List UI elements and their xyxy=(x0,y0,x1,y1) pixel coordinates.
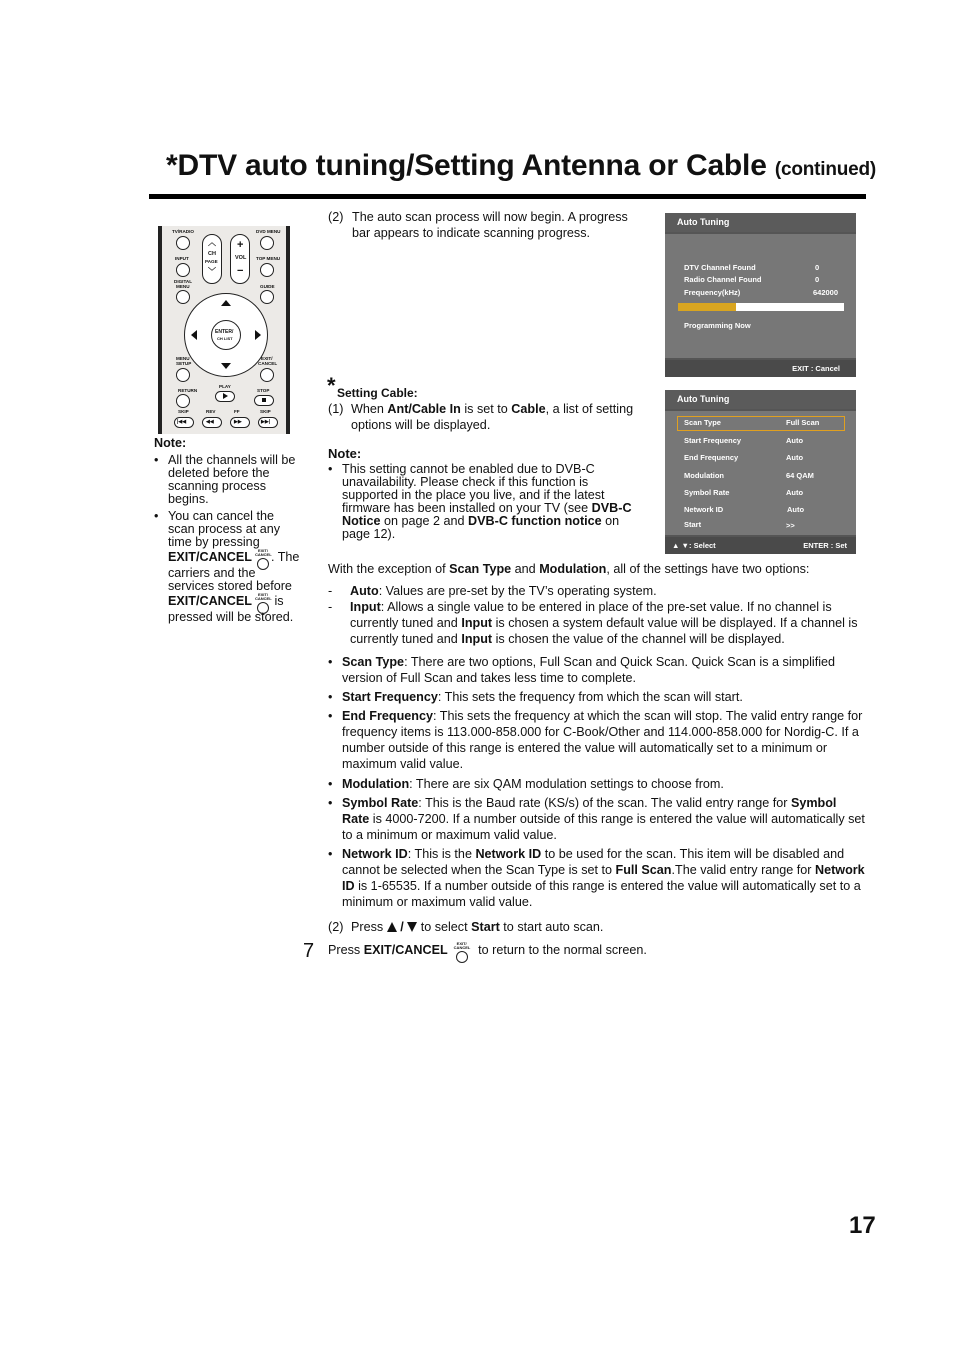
scan-progress-fill xyxy=(678,303,736,311)
remote-label-stop: STOP xyxy=(257,388,270,393)
exit-cancel-icon: EXIT/ CANCEL xyxy=(255,549,271,567)
auto-tuning-settings-screen xyxy=(665,390,856,554)
setting-cable-text: When Ant/Cable In is set to Cable, a list of setting options will be displayed. xyxy=(351,402,634,432)
bullet-network-id: • Network ID: This is the Network ID to be used for the scan. This item will be disabled and cannot be selected when the Scan Type is set to Full Scan.The valid entry range for Network ID is 1-65535. If a number outside of this range is entered the value will automatically set to a minimum or maximum valid value. xyxy=(328,846,866,910)
screen2-row-label-1: Start Frequency xyxy=(684,436,742,445)
step2-select-text: Press / to select Start to start auto scan. xyxy=(351,920,604,934)
input-button xyxy=(176,263,190,277)
exit-cancel-label-2: EXIT/CANCEL xyxy=(168,594,252,608)
setting-cable-heading: Setting Cable: xyxy=(337,386,418,400)
remote-label-skip: SKIP xyxy=(178,409,189,414)
play-icon xyxy=(223,393,228,399)
remote-label-return: RETURN xyxy=(178,388,198,393)
left-note-item-2: • You can cancel the scan process at any time by pressing EXIT/CANCEL EXIT/ CANCEL . The carriers and the services stored before EXIT/CANCEL EXIT/ CANCEL is pressed will be stored. xyxy=(154,510,302,624)
rev-icon: ◀◀ xyxy=(206,419,214,425)
remote-label-dvd-menu: DVD MENU xyxy=(256,229,281,234)
page-number: 17 xyxy=(849,1212,876,1239)
left-note xyxy=(154,437,302,628)
vol-minus-icon: − xyxy=(237,265,244,277)
digital-menu-button xyxy=(176,290,190,304)
screen1-status: Programming Now xyxy=(684,321,751,330)
remote-label-rev: REV xyxy=(206,409,216,414)
exit-cancel-button xyxy=(260,368,274,382)
exit-cancel-icon-2: EXIT/ CANCEL xyxy=(255,593,271,611)
skip-back-icon: |◀◀ xyxy=(177,419,187,425)
screen2-title: Auto Tuning xyxy=(665,390,856,409)
screen1-row-value-2: 642000 xyxy=(813,288,839,297)
screen2-row-value-5: Auto xyxy=(787,505,805,514)
stop-icon xyxy=(262,398,266,402)
step2-progress-text: The auto scan process will now begin. A progress bar appears to indicate scanning progress. xyxy=(352,210,628,240)
screen1-row-label-1: Radio Channel Found xyxy=(684,275,762,284)
bullet-end-frequency: • End Frequency: This sets the frequency at which the scan will stop. The valid entry range for frequency items is 113.000-858.000 for C-Book/Other and 114.000-858.000 for Nordig-C. If a number outside of this range is entered the value will automatically set to a minimum or maximum valid value. xyxy=(328,708,866,772)
screen2-row-value-0: Full Scan xyxy=(786,418,820,427)
ch-up-chevron-icon: ︿ xyxy=(208,238,216,247)
screen1-row-value-1: 0 xyxy=(815,275,820,284)
left-note-item-1: • All the channels will be deleted before the scanning process begins. xyxy=(154,454,302,506)
screen2-row-value-4: Auto xyxy=(786,488,804,497)
step7-text: Press EXIT/CANCEL EXIT/ CANCEL to return to the normal screen. xyxy=(328,942,647,960)
remote-label-menu2: MENU xyxy=(176,356,190,361)
title-rule xyxy=(149,194,866,199)
auto-tuning-progress-screen xyxy=(665,213,856,377)
exit-cancel-icon-3: EXIT/ CANCEL xyxy=(454,942,470,960)
remote-label-tv-radio: TV/RADIO xyxy=(172,229,194,234)
bullet-modulation: • Modulation: There are six QAM modulation settings to choose from. xyxy=(328,776,866,792)
screen1-row-label-2: Frequency(kHz) xyxy=(684,288,741,297)
screen2-row-value-3: 64 QAM xyxy=(786,471,814,480)
ff-icon: ▶▶ xyxy=(234,419,242,425)
nav-up-icon xyxy=(221,300,231,306)
option-auto: - Auto: Values are pre-set by the TV’s operating system. xyxy=(328,583,868,599)
screen2-row-value-2: Auto xyxy=(786,453,804,462)
remote-control-illustration xyxy=(158,226,290,434)
vol-plus-icon: + xyxy=(237,239,244,251)
bullet-scan-type: • Scan Type: There are two options, Full Scan and Quick Scan. Quick Scan is a simplified version of Full Scan and takes less time to complete. xyxy=(328,654,866,686)
screen1-footer-right: EXIT : Cancel xyxy=(792,364,840,373)
screen2-row-value-1: Auto xyxy=(786,436,804,445)
return-button xyxy=(176,394,190,408)
step2-select-num: (2) xyxy=(328,920,344,934)
remote-label-exit: EXIT/ xyxy=(261,356,273,361)
screen1-title: Auto Tuning xyxy=(665,213,856,232)
up-arrow-icon xyxy=(387,922,397,932)
screen2-row-label-0: Scan Type xyxy=(684,418,721,427)
remote-label-top-menu: TOP MENU xyxy=(256,256,281,261)
remote-label-menu: MENU xyxy=(176,284,190,289)
options-list xyxy=(328,583,868,647)
options-intro: With the exception of Scan Type and Modulation, all of the settings have two options: xyxy=(328,562,810,576)
screen2-footer xyxy=(665,537,856,554)
remote-label-digital: DIGITAL xyxy=(174,279,193,284)
remote-label-input: INPUT xyxy=(175,256,189,261)
top-menu-button xyxy=(260,263,274,277)
enter-button xyxy=(211,320,241,350)
down-arrow-icon xyxy=(407,922,417,932)
bullet-start-frequency: • Start Frequency: This sets the frequency from which the scan will start. xyxy=(328,689,866,705)
tv-radio-button xyxy=(176,236,190,250)
settings-bullets xyxy=(328,654,866,913)
setting-cable-num: (1) xyxy=(328,402,344,416)
screen2-row-label-6: Start xyxy=(684,520,702,529)
screen1-row-value-0: 0 xyxy=(815,263,820,272)
nav-down-icon xyxy=(221,363,231,369)
exit-cancel-label: EXIT/CANCEL xyxy=(168,550,252,564)
screen1-footer xyxy=(665,360,856,377)
screen2-row-label-2: End Frequency xyxy=(684,453,739,462)
remote-label-ch-list: CH LIST xyxy=(217,336,233,341)
mid-note-item: • This setting cannot be enabled due to DVB-C unavailability. Please check if this function is supported in the place you live, and if the latest firmware has been installed on your TV (see DVB-C Notice on page 2 and DVB-C function notice on page 12). xyxy=(328,463,640,544)
screen2-row-label-5: Network ID xyxy=(684,505,724,514)
screen2-footer-right: ENTER : Set xyxy=(803,541,847,550)
dvd-menu-button xyxy=(260,236,274,250)
guide-button xyxy=(260,290,274,304)
screen2-row-label-3: Modulation xyxy=(684,471,724,480)
remote-label-enter: ENTER/ xyxy=(215,329,234,335)
remote-label-skip2: SKIP xyxy=(260,409,271,414)
screen2-footer-left: : Select xyxy=(689,541,716,550)
remote-label-page: PAGE xyxy=(205,259,218,264)
option-input: - Input: Allows a single value to be entered in place of the pre-set value. If no channel is currently tuned and Input is chosen a system default value will be displayed. If a channel is currently tuned and Input is chosen the value of the channel will be displayed. xyxy=(328,599,868,647)
screen2-row-label-4: Symbol Rate xyxy=(684,488,730,497)
remote-label-ff: FF xyxy=(234,409,240,414)
ch-down-chevron-icon: ﹀ xyxy=(208,267,216,276)
remote-label-setup: SETUP xyxy=(176,361,192,366)
left-note-heading: Note: xyxy=(154,436,187,450)
nav-left-icon xyxy=(191,330,197,340)
remote-label-cancel: CANCEL xyxy=(258,361,278,366)
step2-progress-num: (2) xyxy=(328,210,344,224)
mid-note-heading: Note: xyxy=(328,446,362,461)
remote-label-play: PLAY xyxy=(219,384,231,389)
skip-forward-icon: ▶▶| xyxy=(261,419,271,425)
step7-num: 7 xyxy=(303,940,315,962)
remote-label-vol: VOL xyxy=(235,255,247,261)
screen1-row-label-0: DTV Channel Found xyxy=(684,263,756,272)
remote-label-ch: CH xyxy=(208,251,216,257)
setting-cable-asterisk: * xyxy=(327,373,336,398)
page-title: *DTV auto tuning/Setting Antenna or Cable (continued) xyxy=(166,149,877,182)
menu-setup-button xyxy=(176,368,190,382)
title-suffix: (continued) xyxy=(774,159,877,180)
screen2-footer-arrows-icon: ▲ ▼ xyxy=(672,541,689,550)
screen2-row-value-6: >> xyxy=(786,521,795,530)
remote-label-guide: GUIDE xyxy=(260,284,275,289)
bullet-symbol-rate: • Symbol Rate: This is the Baud rate (KS/s) of the scan. The valid entry range for Symbol Rate is 4000-7200. If a number outside of this range is entered the value will automatically set to a minimum or maximum valid value. xyxy=(328,795,866,843)
scan-progress-bar xyxy=(678,303,844,311)
nav-right-icon xyxy=(255,330,261,340)
